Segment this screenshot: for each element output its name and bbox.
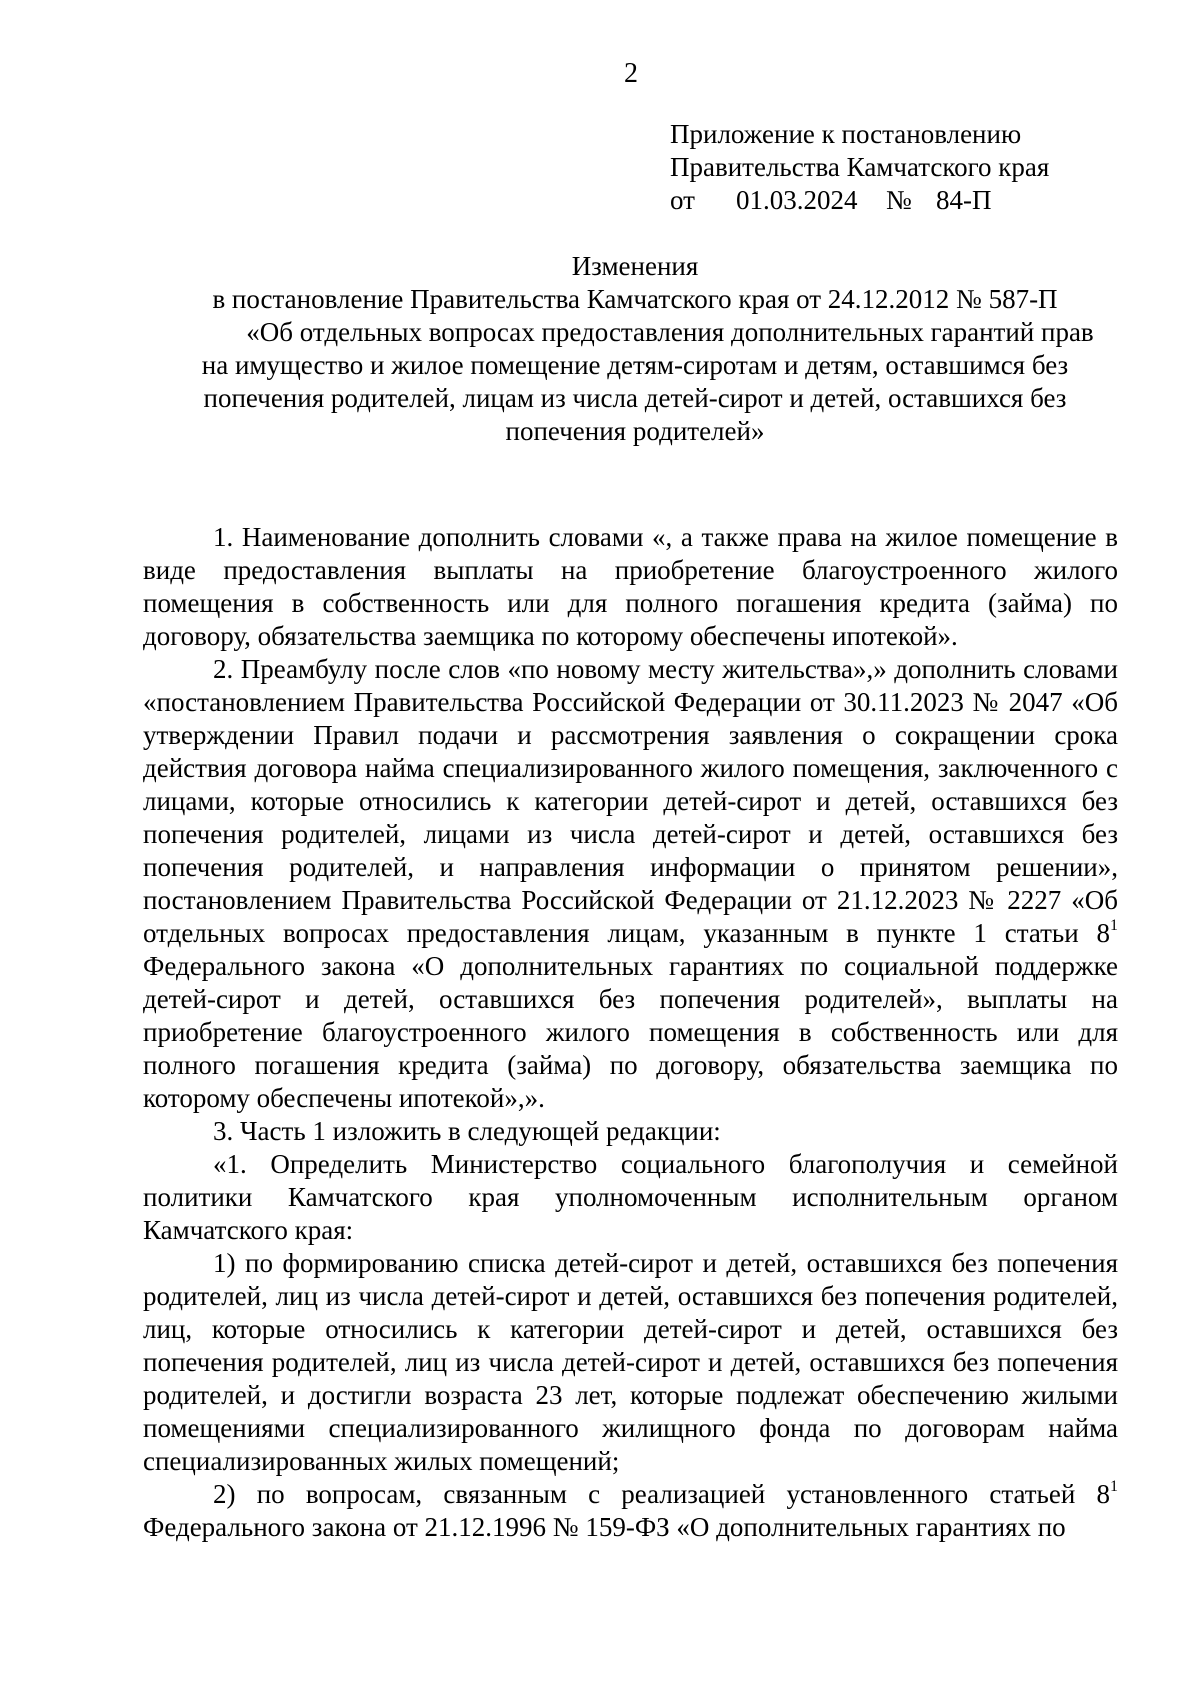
paragraph-2-part-b: Федерального закона «О дополнительных гарантиях по социальной поддержке детей-сирот и детей, оставшихся без попечения родителей», выплаты на приобретение благоустроенного жилого помещения в собственность или для полного погашения кредита (займа) по договору, обязательства заемщика по которому обеспечены ипотекой»,». xyxy=(143,951,1118,1113)
paragraph-6-part-b: Федерального закона от 21.12.1996 № 159-ФЗ «О дополнительных гарантиях по xyxy=(143,1512,1066,1542)
title-line-5: попечения родителей» xyxy=(505,416,765,446)
paragraph-2-superscript: 1 xyxy=(1110,917,1118,934)
appendix-line-1: Приложение к постановлению xyxy=(670,119,1022,149)
paragraph-2-part-a: 2. Преамбулу после слов «по новому месту жительства»,» дополнить словами «постановлением Правительства Российской Федерации от 30.11.2023 № 2047 «Об утверждении Правил подачи и рассмотрения заявления о сокращении срока действия договора найма специализированного жилого помещения, заключенного с лицами, которые относились к категории детей-сирот и детей, оставшихся без попечения родителей, лицами из числа детей-сирот и детей, оставшихся без попечения родителей, и направления информации о принятом решении», постановлением Правительства Российской Федерации от 21.12.2023 № 2227 «Об отдельных вопросах предоставления лицам, указанным в пункте 1 статьи 8 xyxy=(143,654,1118,948)
appendix-number-sign: № xyxy=(886,185,912,215)
document-title xyxy=(165,250,1105,448)
appendix-line-3 xyxy=(670,184,1049,217)
title-heading: Изменения xyxy=(571,251,699,281)
title-line-2: «Об отдельных вопросах предоставления дополнительных гарантий прав xyxy=(246,317,1094,347)
title-line-4: попечения родителей, лицам из числа детей-сирот и детей, оставшихся без xyxy=(203,383,1067,413)
appendix-date: 01.03.2024 xyxy=(736,185,858,215)
title-line-1: в постановление Правительства Камчатского края от 24.12.2012 № 587-П xyxy=(212,284,1058,314)
document-body xyxy=(143,521,1118,1544)
appendix-ot: от xyxy=(670,185,695,215)
paragraph-6-part-a: 2) по вопросам, связанным с реализацией установленного статьей 8 xyxy=(213,1479,1110,1509)
appendix-line-2: Правительства Камчатского края xyxy=(670,152,1050,182)
appendix-header xyxy=(670,118,1049,217)
appendix-number: 84-П xyxy=(936,185,992,215)
title-line-3: на имущество и жилое помещение детям-сиротам и детям, оставшимся без xyxy=(201,350,1069,380)
paragraph-1: 1. Наименование дополнить словами «, а также права на жилое помещение в виде предоставления выплаты на приобретение благоустроенного жилого помещения в собственность или для полного погашения кредита (займа) по договору, обязательства заемщика по которому обеспечены ипотекой». xyxy=(143,522,1118,651)
paragraph-3: 3. Часть 1 изложить в следующей редакции: xyxy=(213,1116,721,1146)
paragraph-6-superscript: 1 xyxy=(1110,1478,1118,1495)
paragraph-4: «1. Определить Министерство социального благополучия и семейной политики Камчатского края уполномоченным исполнительным органом Камчатского края: xyxy=(143,1149,1118,1245)
paragraph-6 xyxy=(143,1478,1118,1544)
paragraph-5: 1) по формированию списка детей-сирот и детей, оставшихся без попечения родителей, лиц из числа детей-сирот и детей, оставшихся без попечения родителей, лиц, которые относились к категории детей-сирот и детей, оставшихся без попечения родителей, лиц из числа детей-сирот и детей, оставшихся без попечения родителей, и достигли возраста 23 лет, которые подлежат обеспечению жилыми помещениями специализированного жилищного фонда по договорам найма специализированных жилых помещений; xyxy=(143,1248,1118,1476)
paragraph-2 xyxy=(143,653,1118,1115)
page-number: 2 xyxy=(624,58,638,89)
